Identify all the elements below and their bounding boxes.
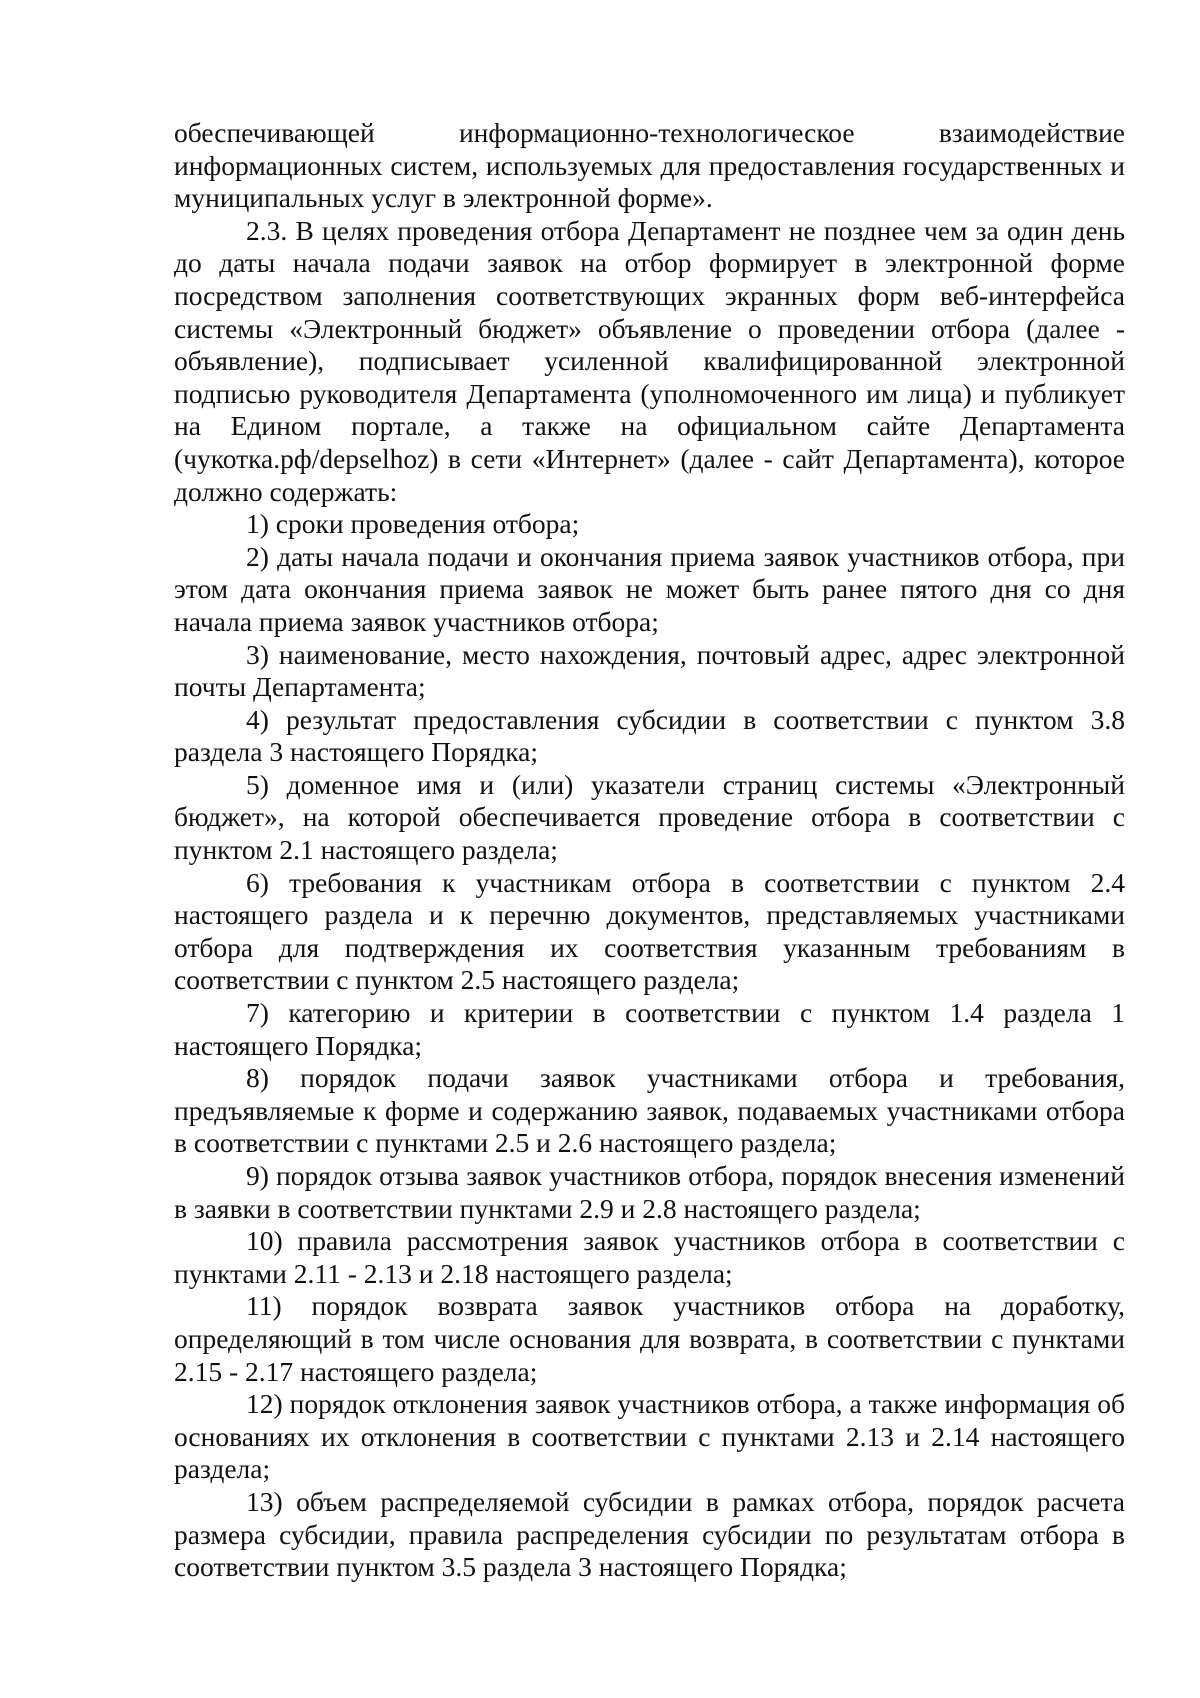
list-item-9: 9) порядок отзыва заявок участников отбора, порядок внесения изменений в заявки в соответствии пунктами 2.9 и 2.8 настоящего раздела; bbox=[174, 1160, 1125, 1224]
list-item-12: 12) порядок отклонения заявок участников отбора, а также информация об основаниях их отклонения в соответствии с пунктами 2.13 и 2.14 настоящего раздела; bbox=[174, 1388, 1125, 1485]
list-item-8: 8) порядок подачи заявок участниками отбора и требования, предъявляемые к форме и содержанию заявок, подаваемых участниками отбора в соответствии с пунктами 2.5 и 2.6 настоящего раздела; bbox=[174, 1062, 1125, 1159]
list-item-4: 4) результат предоставления субсидии в соответствии с пунктом 3.8 раздела 3 настоящего Порядка; bbox=[174, 703, 1125, 768]
list-item-2: 2) даты начала подачи и окончания приема заявок участников отбора, при этом дата окончания приема заявок не может быть ранее пятого дня со дня начала приема заявок участников отбора; bbox=[174, 540, 1125, 637]
paragraph-continuation: обеспечивающей информационно-технологическое взаимодействие информационных систем, используемых для предоставления государственных и муниципальных услуг в электронной форме». bbox=[174, 117, 1125, 214]
list-item-7: 7) категорию и критерии в соответствии с пунктом 1.4 раздела 1 настоящего Порядка; bbox=[174, 997, 1125, 1061]
list-item-13: 13) объем распределяемой субсидии в рамках отбора, порядок расчета размера субсидии, правила распределения субсидии по результатам отбора в соответствии пунктом 3.5 раздела 3 настоящего Порядка; bbox=[174, 1485, 1125, 1583]
list-item-10: 10) правила рассмотрения заявок участников отбора в соответствии с пунктами 2.11 - 2.13 и 2.18 настоящего раздела; bbox=[174, 1225, 1125, 1289]
list-item-3: 3) наименование, место нахождения, почтовый адрес, адрес электронной почты Департамента; bbox=[174, 638, 1125, 703]
list-item-5: 5) доменное имя и (или) указатели страниц системы «Электронный бюджет», на которой обеспечивается проведение отбора в соответствии с пунктом 2.1 настоящего раздела; bbox=[174, 768, 1125, 866]
list-item-11: 11) порядок возврата заявок участников отбора на доработку, определяющий в том числе основания для возврата, в соответствии с пунктами 2.15 - 2.17 настоящего раздела; bbox=[174, 1290, 1125, 1387]
list-item-6: 6) требования к участникам отбора в соответствии с пунктом 2.4 настоящего раздела и к перечню документов, представляемых участниками отбора для подтверждения их соответствия указанным требованиям в соответствии с пунктом 2.5 настоящего раздела; bbox=[174, 866, 1125, 996]
list-item-1: 1) сроки проведения отбора; bbox=[246, 508, 580, 540]
paragraph-2-3: 2.3. В целях проведения отбора Департамент не позднее чем за один день до даты начала подачи заявок на отбор формирует в электронной форме посредством заполнения соответствующих экранных форм веб-интерфейса системы «Электронный бюджет» объявление о проведении отбора (далее - объявление), подписывает усиленной квалифицированной электронной подписью руководителя Департамента (уполномоченного им лица) и публикует на Едином портале, а также на официальном сайте Департамента (чукотка.рф/depselhoz) в сети «Интернет» (далее - сайт Департамента), которое должно содержать: bbox=[174, 214, 1125, 507]
document-page bbox=[174, 117, 1125, 1584]
